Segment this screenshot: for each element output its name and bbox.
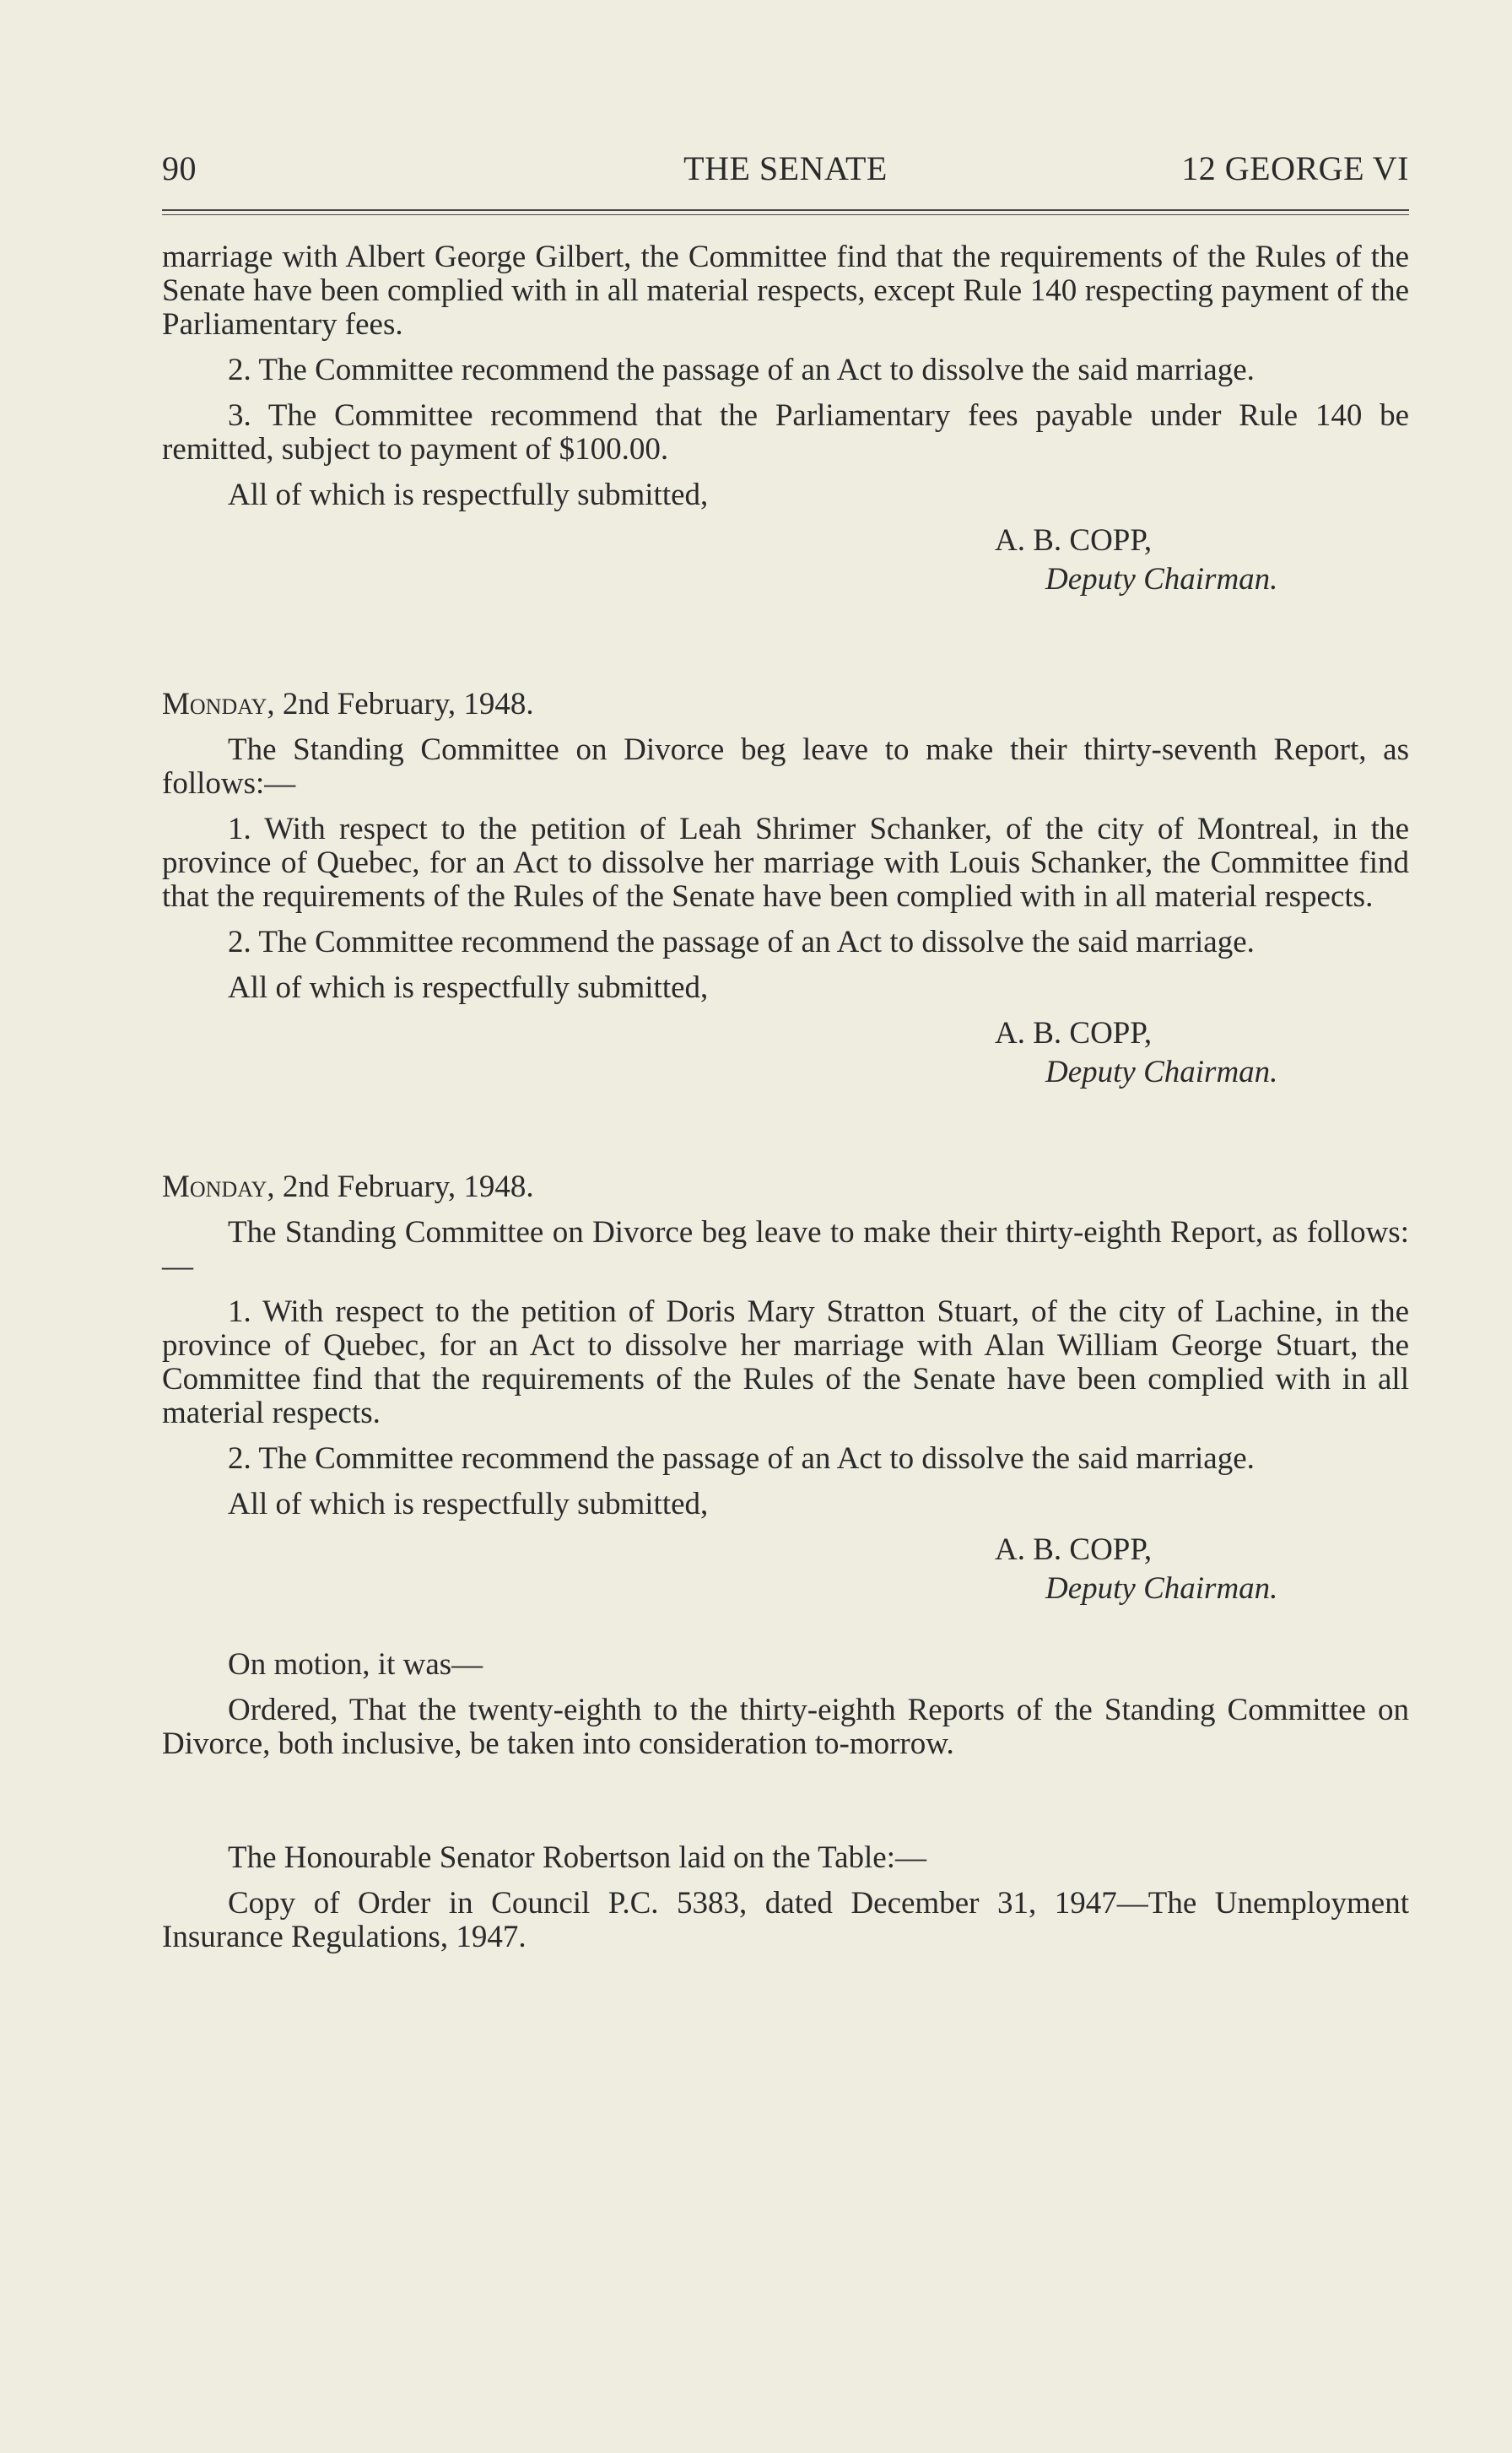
- report-paragraph: 2. The Committee recommend the passage of an Act to dissolve the said marriage.: [228, 925, 1255, 959]
- report-paragraph: 2. The Committee recommend the passage of an Act to dissolve the said marriage.: [228, 1441, 1255, 1476]
- report-date-day: Monday: [162, 687, 267, 721]
- report-38: [162, 1170, 1409, 1606]
- closing-line: All of which is respectfully submitted,: [228, 970, 709, 1005]
- page-body: [162, 240, 1409, 1954]
- signature-name: A. B. COPP,: [995, 523, 1153, 558]
- report-paragraph: 2. The Committee recommend the passage of an Act to dissolve the said marriage.: [228, 353, 1255, 387]
- signature-name: A. B. COPP,: [995, 1532, 1153, 1567]
- signature-title: Deputy Chairman.: [1045, 562, 1278, 597]
- header-rule-thin: [162, 214, 1409, 215]
- order-paragraph: Ordered, That the twenty-eighth to the thirty-eighth Reports of the Standing Committee on Divorce, both inclusive, be taken into consideration to-morrow.: [162, 1693, 1409, 1761]
- tabled-item: Copy of Order in Council P.C. 5383, dated December 31, 1947—The Unemployment Insurance Regulations, 1947.: [162, 1886, 1409, 1954]
- report-date: [162, 688, 1409, 721]
- report-date-rest: , 2nd February, 1948.: [267, 1170, 534, 1204]
- header-rule-thick: [162, 209, 1409, 211]
- closing-line: All of which is respectfully submitted,: [228, 478, 709, 512]
- signature-title: Deputy Chairman.: [1045, 1055, 1278, 1089]
- senate-journal-page: [162, 149, 1409, 1954]
- closing-line: All of which is respectfully submitted,: [228, 1487, 709, 1521]
- report-paragraph: marriage with Albert George Gilbert, the Committee find that the requirements of the Rules of the Senate have been complied with in all material respects, except Rule 140 respecting payment of the Parliamentary fees.: [162, 240, 1409, 342]
- signature-name: A. B. COPP,: [995, 1016, 1153, 1051]
- signature-title: Deputy Chairman.: [1045, 1571, 1278, 1606]
- report-36-continued: [162, 240, 1409, 597]
- page-number: 90: [162, 149, 197, 187]
- tabled-documents-section: [162, 1841, 1409, 1954]
- report-37: [162, 688, 1409, 1089]
- running-title: THE SENATE: [683, 149, 888, 187]
- report-date: [162, 1170, 1409, 1204]
- motion-section: [162, 1648, 1409, 1761]
- report-date-rest: , 2nd February, 1948.: [267, 687, 534, 721]
- tabled-intro: The Honourable Senator Robertson laid on the Table:—: [228, 1840, 927, 1875]
- regnal-year: 12 GEORGE VI: [1181, 149, 1409, 187]
- report-paragraph: 1. With respect to the petition of Doris Mary Stratton Stuart, of the city of Lachine, in the province of Quebec, for an Act to dissolve her marriage with Alan William George Stuart, the Committee find that the requirements of the Rules of the Senate have been complied with in all material respects.: [162, 1294, 1409, 1430]
- report-paragraph: 3. The Committee recommend that the Parliamentary fees payable under Rule 140 be remitted, subject to payment of $100.00.: [162, 398, 1409, 467]
- report-intro: The Standing Committee on Divorce beg leave to make their thirty-eighth Report, as follows:—: [162, 1215, 1409, 1283]
- report-intro: The Standing Committee on Divorce beg leave to make their thirty-seventh Report, as follows:—: [162, 732, 1409, 801]
- report-paragraph: 1. With respect to the petition of Leah Shrimer Schanker, of the city of Montreal, in the province of Quebec, for an Act to dissolve her marriage with Louis Schanker, the Committee find that the requirements of the Rules of the Senate have been complied with in all material respects.: [162, 812, 1409, 914]
- report-date-day: Monday: [162, 1170, 267, 1204]
- page-header: [162, 149, 1409, 199]
- motion-line: On motion, it was—: [228, 1647, 483, 1682]
